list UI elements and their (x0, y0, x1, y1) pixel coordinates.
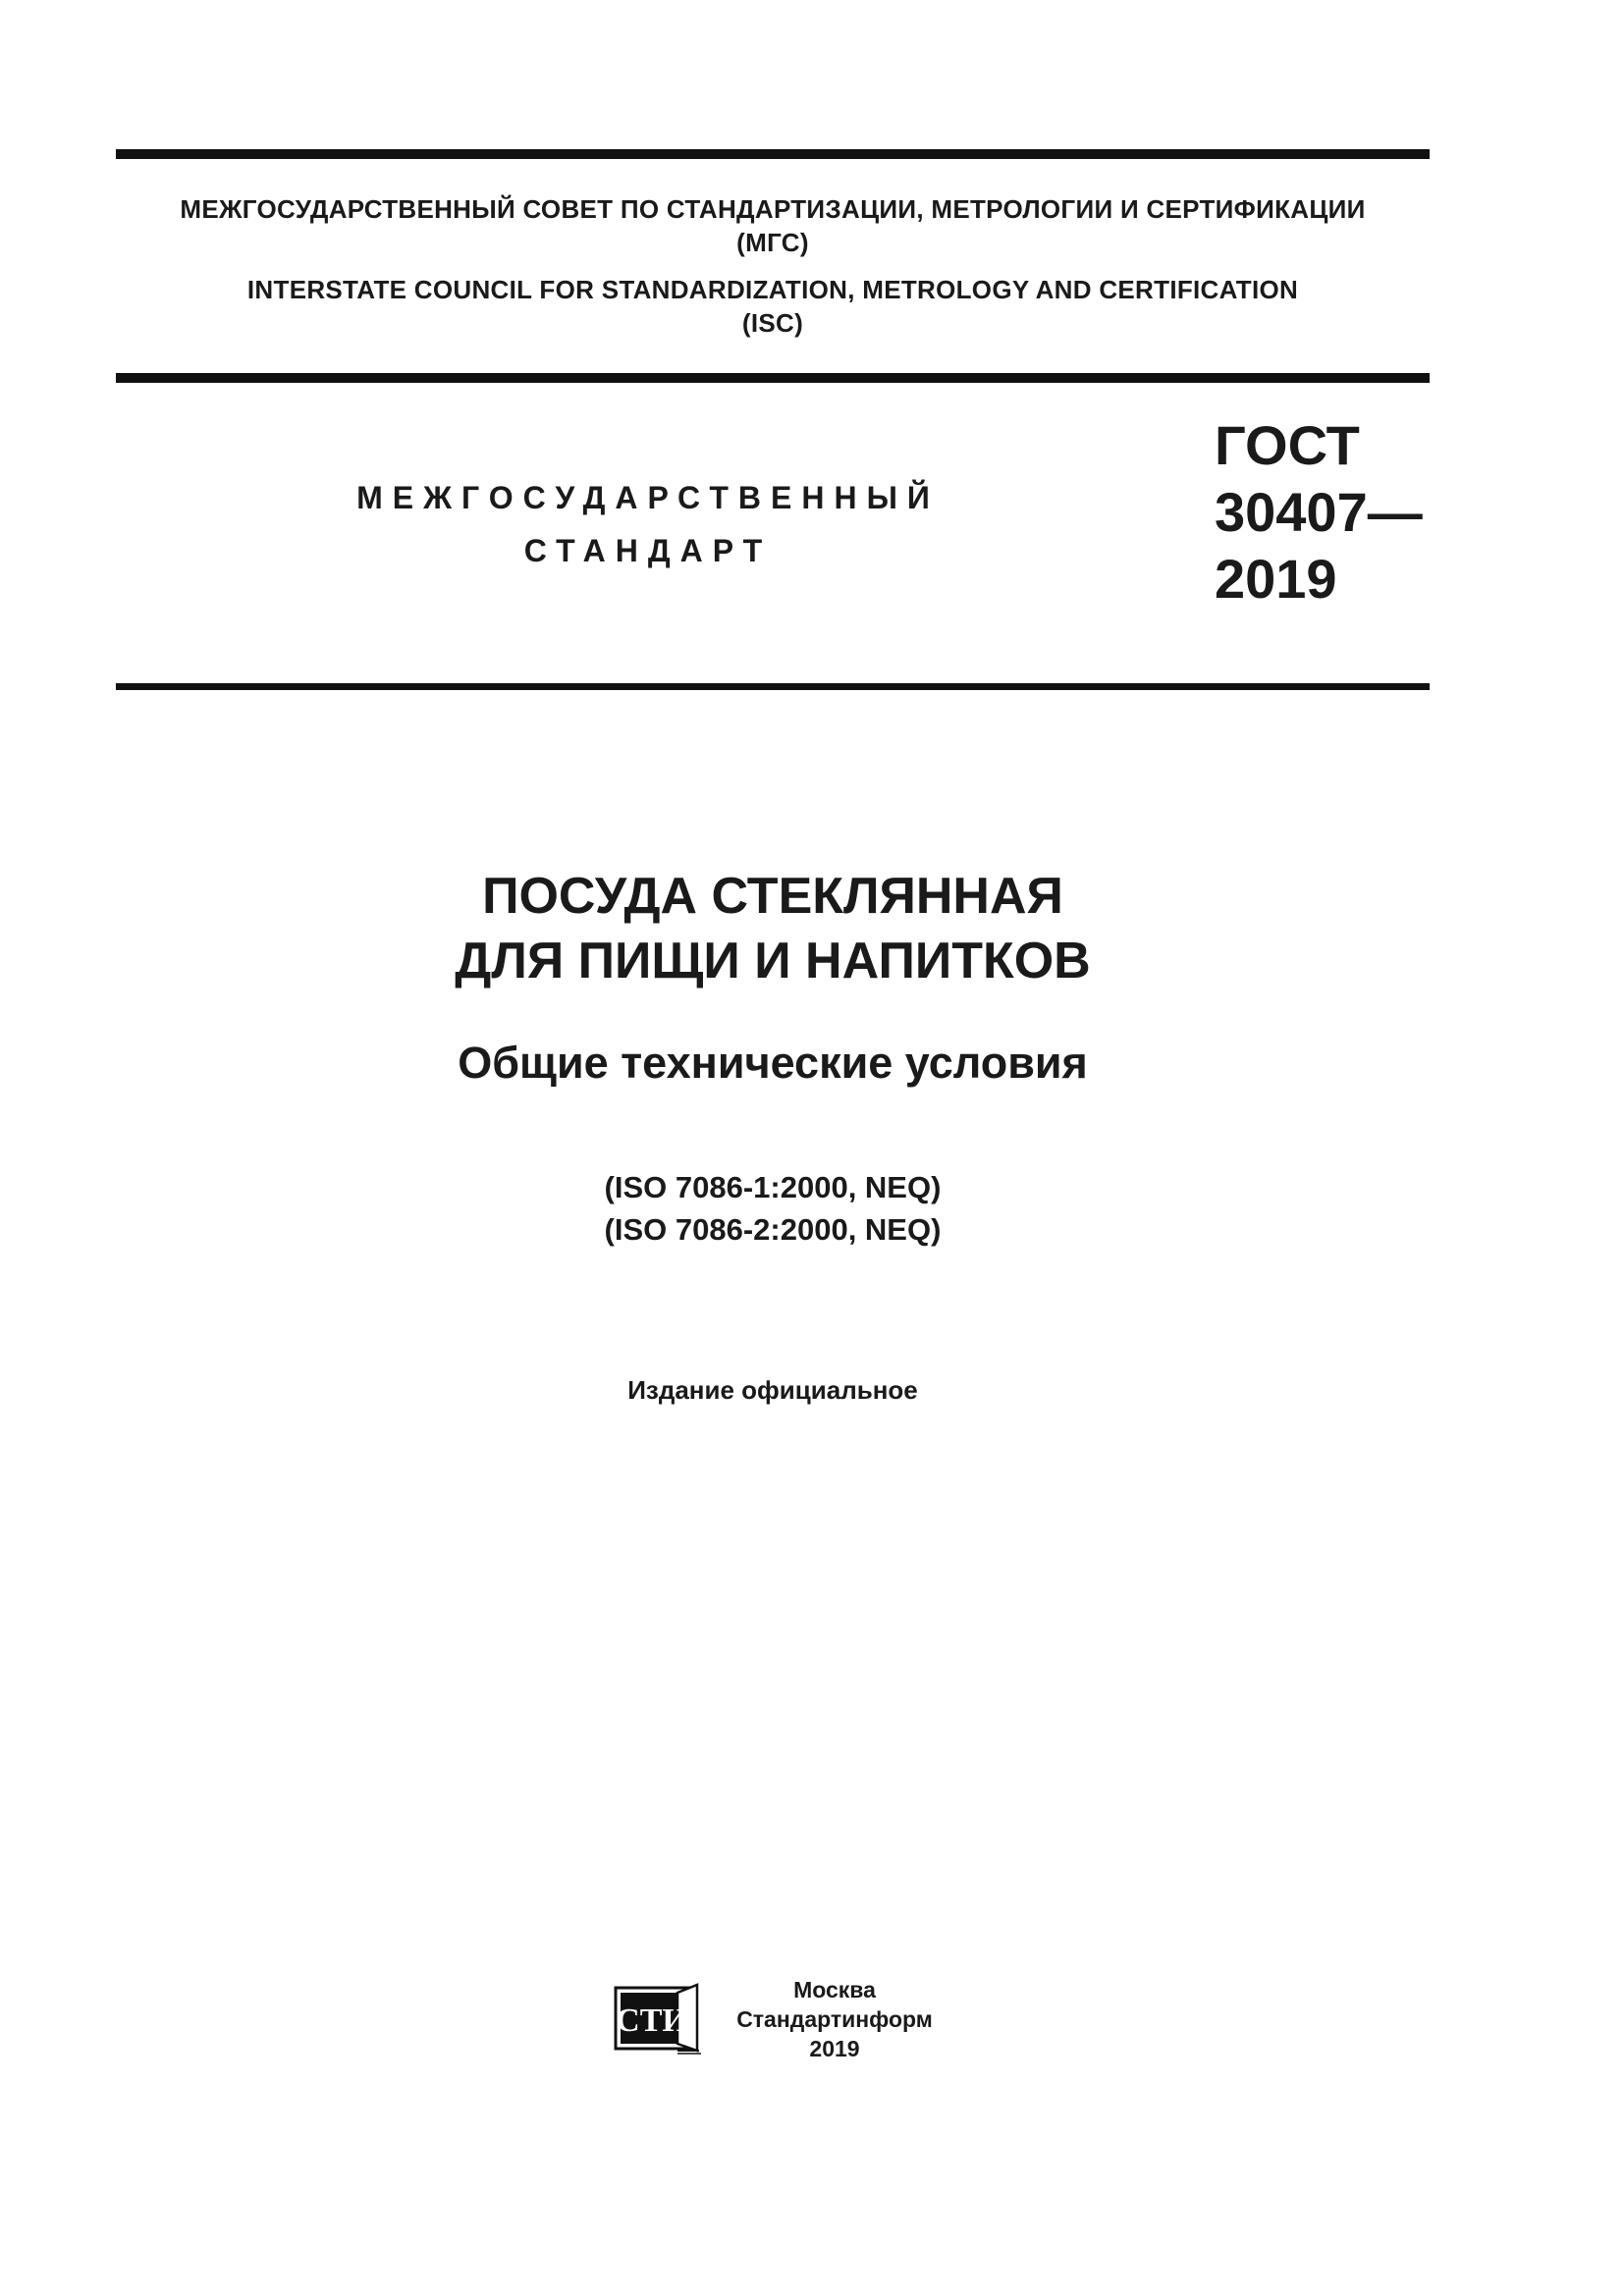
publisher-info (727, 1975, 943, 2063)
iso-references (116, 1166, 1430, 1251)
gost-label: ГОСТ (1215, 414, 1360, 476)
standard-kind (295, 471, 1001, 577)
publisher-name: Стандартинформ (736, 2006, 933, 2032)
header-rule (116, 373, 1430, 383)
top-rule (116, 149, 1430, 159)
standard-kind-line2: СТАНДАРТ (523, 533, 773, 568)
designation-rule (116, 683, 1430, 690)
publisher-year: 2019 (809, 2036, 860, 2061)
standard-kind-line1: МЕЖГОСУДАРСТВЕННЫЙ (356, 480, 940, 515)
title-line2: ДЛЯ ПИЩИ И НАПИТКОВ (455, 933, 1091, 989)
iso-ref-2: (ISO 7086-2:2000, NEQ) (604, 1212, 942, 1247)
council-ru-name: МЕЖГОСУДАРСТВЕННЫЙ СОВЕТ ПО СТАНДАРТИЗАЦИИ, МЕТРОЛОГИИ И СЕРТИФИКАЦИИ (180, 194, 1366, 224)
council-en (116, 273, 1430, 340)
council-ru-abbr: (МГС) (736, 228, 809, 257)
title-line1: ПОСУДА СТЕКЛЯННАЯ (482, 868, 1063, 925)
standartinform-logo-icon (613, 1982, 705, 2056)
gost-number: 30407— (1215, 481, 1423, 543)
council-en-abbr: (ISC) (741, 308, 804, 338)
gost-year: 2019 (1215, 548, 1337, 610)
council-ru (116, 192, 1430, 259)
publisher-city: Москва (793, 1977, 876, 2002)
gost-designation (1215, 412, 1423, 613)
edition-label: Издание официальное (627, 1375, 918, 1405)
logo-text: СТИ (616, 2002, 688, 2039)
document-title (116, 864, 1430, 993)
iso-ref-1: (ISO 7086-1:2000, NEQ) (604, 1170, 942, 1204)
document-subtitle: Общие технические условия (458, 1038, 1088, 1088)
council-en-name: INTERSTATE COUNCIL FOR STANDARDIZATION, METROLOGY AND CERTIFICATION (246, 275, 1299, 304)
